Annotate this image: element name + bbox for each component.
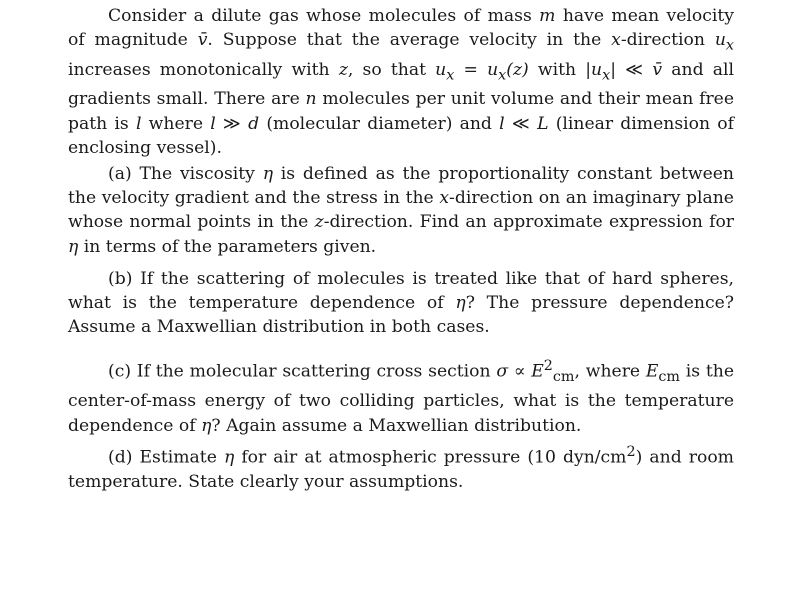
math-eta: η (201, 415, 212, 436)
text-run: ? The pressure dependence? Assume a Maxwellian distribution in both cases. (68, 293, 734, 338)
math-equals: = (463, 59, 478, 80)
text-run: -direction on an imaginary plane whose normal points in the (68, 188, 734, 233)
text-run: and all gradients small. There are (68, 59, 734, 110)
text-run: -direction. Find an approximate expression for (323, 212, 735, 233)
math-L: L (537, 113, 549, 134)
math-x: x (611, 30, 621, 51)
problem-part-b (68, 267, 734, 340)
math-of-z: (z) (506, 59, 529, 80)
text-run: , where (574, 361, 641, 382)
math-much-less: ≪ (511, 113, 530, 134)
math-u: u (714, 30, 726, 51)
math-l: l (499, 113, 505, 134)
math-z: z (338, 59, 348, 80)
text-run: molecules per unit volume and their mean free path is (68, 89, 735, 134)
math-subscript-cm: cm (658, 369, 681, 386)
text-run: Consider a dilute gas whose molecules of mass (108, 6, 532, 26)
math-eta: η (68, 236, 79, 257)
text-run: (d) Estimate (108, 447, 217, 468)
math-superscript: 2 (626, 444, 636, 460)
text-run: , so that (347, 59, 426, 80)
math-n: n (305, 89, 317, 110)
math-eta: η (223, 447, 235, 468)
math-much-less: | ≪ (610, 59, 644, 80)
math-m: m (539, 6, 556, 26)
math-superscript: 2 (543, 358, 553, 374)
math-sub-x: x (725, 37, 735, 54)
math-u: u (591, 59, 603, 80)
math-E: E (531, 361, 544, 382)
text-run: in terms of the parameters given. (83, 236, 377, 257)
problem-part-c (68, 354, 734, 438)
math-eta: η (262, 164, 273, 184)
problem-part-d (68, 440, 734, 494)
math-sigma-propto: σ ∝ (496, 361, 526, 382)
text-run: is the center-of-mass energy of two colliding particles, what is the temperature dependence of (68, 361, 735, 436)
math-d: d (248, 113, 260, 134)
math-l: l (135, 113, 142, 134)
math-vbar: v̄ (197, 30, 208, 51)
text-run: (a) The viscosity (108, 164, 255, 184)
problem-intro (68, 4, 734, 160)
text-run: (linear dimension of enclosing vessel). (68, 113, 734, 158)
text-run: (molecular diameter) and (266, 113, 492, 134)
math-x: x (439, 188, 450, 209)
math-much-greater: ≫ (222, 113, 241, 134)
math-vbar: v̄ (652, 59, 663, 80)
text-run: have mean velocity of magnitude (68, 6, 735, 51)
text-run: (b) If the scattering of molecules is treated like that of hard spheres, what is the temperature dependence of (68, 269, 734, 314)
math-E: E (645, 361, 659, 382)
math-subscript-cm: cm (552, 369, 575, 386)
math-sub-x: x (602, 67, 611, 84)
math-eta: η (455, 293, 466, 314)
math-u: u (435, 59, 447, 80)
math-sub-x: x (446, 67, 455, 84)
text-run: is defined as the proportionality constant between the velocity gradient and the stress in the (68, 164, 734, 209)
math-l: l (210, 113, 216, 134)
problem-part-a (68, 162, 734, 259)
math-u: u (487, 59, 499, 80)
text-run: where (148, 113, 203, 134)
text-run: ? Again assume a Maxwellian distribution. (211, 415, 582, 436)
math-sub-x: x (498, 67, 507, 84)
text-run: with | (537, 59, 592, 80)
text-run: increases monotonically with (68, 59, 330, 80)
text-run: . Suppose that the average velocity in the (207, 30, 602, 51)
text-run: for air at atmospheric pressure (10 dyn/cm (241, 447, 627, 468)
text-run: ) and room temperature. State clearly your assumptions. (68, 447, 734, 492)
text-run: (c) If the molecular scattering cross section (108, 361, 491, 382)
math-z: z (314, 212, 324, 233)
text-run: -direction (620, 30, 705, 51)
